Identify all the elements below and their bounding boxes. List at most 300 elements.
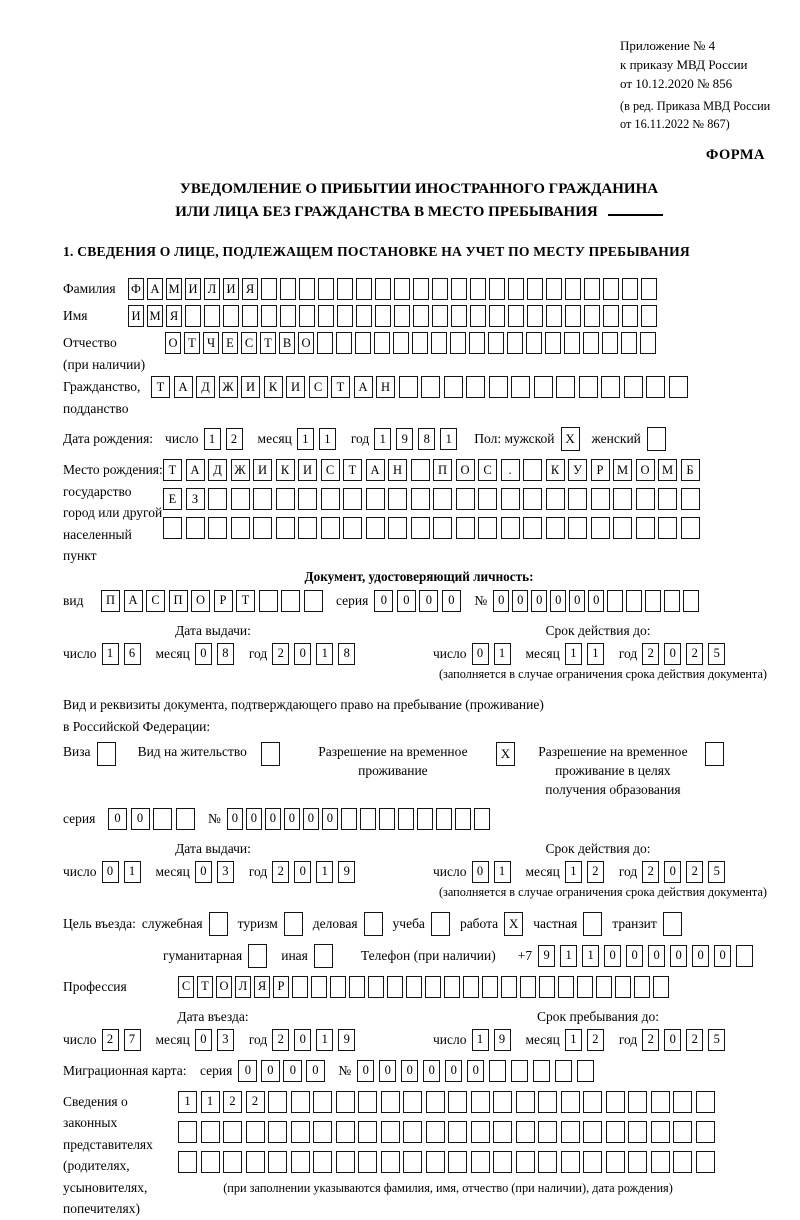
char-cell[interactable] (318, 305, 334, 327)
char-cell[interactable] (624, 376, 643, 398)
checkbox-business[interactable] (364, 912, 383, 936)
char-cell[interactable] (368, 976, 384, 998)
char-cell[interactable] (603, 305, 619, 327)
char-cell[interactable] (388, 517, 407, 539)
char-cell[interactable] (523, 459, 542, 481)
char-cell[interactable] (451, 278, 467, 300)
char-cell[interactable] (556, 376, 575, 398)
char-cell[interactable] (471, 1121, 490, 1143)
char-cell[interactable] (583, 1091, 602, 1113)
char-cell[interactable] (584, 305, 600, 327)
char-cell[interactable]: 0 (283, 1060, 302, 1082)
checkbox-humanitarian[interactable] (248, 944, 267, 968)
char-cell[interactable]: Б (681, 459, 700, 481)
char-cell[interactable] (388, 488, 407, 510)
char-cell[interactable]: 0 (374, 590, 393, 612)
char-cell[interactable] (658, 488, 677, 510)
char-cell[interactable]: 0 (322, 808, 338, 830)
char-cell[interactable]: 3 (217, 861, 234, 883)
char-cell[interactable]: И (241, 376, 260, 398)
char-cell[interactable] (577, 976, 593, 998)
char-cell[interactable] (176, 808, 195, 830)
char-cell[interactable] (223, 305, 239, 327)
char-cell[interactable] (411, 517, 430, 539)
char-cell[interactable] (356, 278, 372, 300)
char-cell[interactable] (281, 590, 300, 612)
char-cell[interactable] (696, 1121, 715, 1143)
char-cell[interactable]: Т (197, 976, 213, 998)
char-cell[interactable]: Я (242, 278, 258, 300)
char-cell[interactable]: Ж (231, 459, 250, 481)
char-cell[interactable] (546, 488, 565, 510)
char-cell[interactable] (208, 517, 227, 539)
char-cell[interactable] (268, 1121, 287, 1143)
char-cell[interactable]: П (101, 590, 120, 612)
char-cell[interactable] (596, 976, 612, 998)
char-cell[interactable] (450, 332, 466, 354)
char-cell[interactable] (436, 808, 452, 830)
char-cell[interactable] (577, 1060, 594, 1082)
char-cell[interactable] (613, 488, 632, 510)
char-cell[interactable] (444, 376, 463, 398)
char-cell[interactable]: 0 (306, 1060, 325, 1082)
char-cell[interactable]: 0 (294, 1029, 311, 1051)
char-cell[interactable] (526, 332, 542, 354)
char-cell[interactable] (431, 332, 447, 354)
char-cell[interactable]: 0 (397, 590, 416, 612)
char-cell[interactable]: 1 (316, 861, 333, 883)
char-cell[interactable] (375, 305, 391, 327)
char-cell[interactable] (561, 1121, 580, 1143)
char-cell[interactable]: 0 (195, 1029, 212, 1051)
char-cell[interactable]: 1 (565, 1029, 582, 1051)
char-cell[interactable]: А (186, 459, 205, 481)
char-cell[interactable]: 0 (664, 1029, 681, 1051)
char-cell[interactable] (185, 305, 201, 327)
char-cell[interactable] (448, 1091, 467, 1113)
char-cell[interactable] (561, 1091, 580, 1113)
char-cell[interactable] (558, 976, 574, 998)
char-cell[interactable]: С (178, 976, 194, 998)
char-cell[interactable] (321, 517, 340, 539)
char-cell[interactable]: И (253, 459, 272, 481)
char-cell[interactable] (641, 278, 657, 300)
char-cell[interactable] (636, 517, 655, 539)
char-cell[interactable]: 1 (494, 861, 511, 883)
char-cell[interactable] (355, 332, 371, 354)
char-cell[interactable] (478, 517, 497, 539)
char-cell[interactable] (463, 976, 479, 998)
char-cell[interactable] (448, 1121, 467, 1143)
char-cell[interactable]: 2 (587, 1029, 604, 1051)
char-cell[interactable] (403, 1121, 422, 1143)
char-cell[interactable] (474, 808, 490, 830)
char-cell[interactable] (259, 590, 278, 612)
char-cell[interactable] (628, 1121, 647, 1143)
char-cell[interactable] (413, 278, 429, 300)
char-cell[interactable] (433, 488, 452, 510)
checkbox-official[interactable] (209, 912, 228, 936)
char-cell[interactable]: 0 (531, 590, 547, 612)
char-cell[interactable]: 0 (284, 808, 300, 830)
char-cell[interactable] (568, 517, 587, 539)
char-cell[interactable]: З (186, 488, 205, 510)
char-cell[interactable]: С (478, 459, 497, 481)
char-cell[interactable] (508, 278, 524, 300)
char-cell[interactable] (349, 976, 365, 998)
char-cell[interactable] (336, 1121, 355, 1143)
char-cell[interactable] (336, 1151, 355, 1173)
char-cell[interactable] (565, 305, 581, 327)
char-cell[interactable]: М (147, 305, 163, 327)
char-cell[interactable] (291, 1151, 310, 1173)
char-cell[interactable] (615, 976, 631, 998)
char-cell[interactable] (546, 517, 565, 539)
char-cell[interactable]: 1 (494, 643, 511, 665)
char-cell[interactable]: А (124, 590, 143, 612)
checkbox-transit[interactable] (663, 912, 682, 936)
char-cell[interactable] (534, 376, 553, 398)
checkbox-other[interactable] (314, 944, 333, 968)
char-cell[interactable]: 2 (226, 428, 243, 450)
char-cell[interactable] (607, 590, 623, 612)
char-cell[interactable]: С (241, 332, 257, 354)
char-cell[interactable] (337, 305, 353, 327)
char-cell[interactable]: 1 (102, 643, 119, 665)
char-cell[interactable]: 0 (648, 945, 665, 967)
char-cell[interactable] (223, 1121, 242, 1143)
char-cell[interactable] (527, 278, 543, 300)
char-cell[interactable]: 0 (467, 1060, 484, 1082)
char-cell[interactable]: 0 (493, 590, 509, 612)
checkbox-tourism[interactable] (284, 912, 303, 936)
char-cell[interactable] (426, 1151, 445, 1173)
char-cell[interactable]: 0 (423, 1060, 440, 1082)
char-cell[interactable]: Т (343, 459, 362, 481)
char-cell[interactable] (399, 376, 418, 398)
char-cell[interactable]: 0 (303, 808, 319, 830)
char-cell[interactable] (381, 1121, 400, 1143)
char-cell[interactable] (493, 1151, 512, 1173)
char-cell[interactable] (658, 517, 677, 539)
char-cell[interactable] (606, 1151, 625, 1173)
char-cell[interactable] (358, 1151, 377, 1173)
char-cell[interactable] (253, 488, 272, 510)
char-cell[interactable] (601, 376, 620, 398)
char-cell[interactable]: Д (208, 459, 227, 481)
char-cell[interactable] (246, 1121, 265, 1143)
char-cell[interactable]: О (298, 332, 314, 354)
char-cell[interactable] (412, 332, 428, 354)
char-cell[interactable] (448, 1151, 467, 1173)
char-cell[interactable] (511, 1060, 528, 1082)
char-cell[interactable] (622, 278, 638, 300)
char-cell[interactable]: 9 (396, 428, 413, 450)
char-cell[interactable] (394, 278, 410, 300)
char-cell[interactable] (546, 278, 562, 300)
char-cell[interactable] (603, 278, 619, 300)
char-cell[interactable]: 1 (204, 428, 221, 450)
char-cell[interactable]: 0 (714, 945, 731, 967)
char-cell[interactable] (360, 808, 376, 830)
char-cell[interactable]: 2 (686, 1029, 703, 1051)
char-cell[interactable]: 9 (338, 1029, 355, 1051)
char-cell[interactable]: У (568, 459, 587, 481)
char-cell[interactable]: М (166, 278, 182, 300)
char-cell[interactable] (261, 305, 277, 327)
char-cell[interactable]: В (279, 332, 295, 354)
char-cell[interactable] (253, 517, 272, 539)
char-cell[interactable] (478, 488, 497, 510)
char-cell[interactable]: 1 (582, 945, 599, 967)
checkbox-private[interactable] (583, 912, 602, 936)
char-cell[interactable] (583, 1151, 602, 1173)
char-cell[interactable] (493, 1121, 512, 1143)
char-cell[interactable]: Я (254, 976, 270, 998)
char-cell[interactable]: 0 (379, 1060, 396, 1082)
char-cell[interactable] (261, 278, 277, 300)
char-cell[interactable]: 2 (246, 1091, 265, 1113)
char-cell[interactable]: 1 (565, 861, 582, 883)
char-cell[interactable]: О (636, 459, 655, 481)
char-cell[interactable] (321, 488, 340, 510)
char-cell[interactable]: 0 (195, 643, 212, 665)
char-cell[interactable]: 2 (272, 643, 289, 665)
char-cell[interactable]: 2 (587, 861, 604, 883)
char-cell[interactable] (425, 976, 441, 998)
char-cell[interactable]: 0 (238, 1060, 257, 1082)
char-cell[interactable]: 2 (272, 1029, 289, 1051)
char-cell[interactable] (636, 488, 655, 510)
char-cell[interactable]: 0 (195, 861, 212, 883)
char-cell[interactable] (393, 332, 409, 354)
char-cell[interactable]: 0 (265, 808, 281, 830)
char-cell[interactable] (276, 517, 295, 539)
char-cell[interactable] (681, 488, 700, 510)
char-cell[interactable] (696, 1151, 715, 1173)
char-cell[interactable] (432, 278, 448, 300)
char-cell[interactable]: 0 (401, 1060, 418, 1082)
char-cell[interactable]: Т (184, 332, 200, 354)
char-cell[interactable] (204, 305, 220, 327)
char-cell[interactable] (622, 305, 638, 327)
char-cell[interactable] (470, 278, 486, 300)
char-cell[interactable] (208, 488, 227, 510)
char-cell[interactable] (163, 517, 182, 539)
char-cell[interactable] (268, 1151, 287, 1173)
char-cell[interactable]: 5 (708, 861, 725, 883)
char-cell[interactable]: И (185, 278, 201, 300)
char-cell[interactable] (606, 1121, 625, 1143)
char-cell[interactable] (231, 517, 250, 539)
char-cell[interactable]: 2 (642, 643, 659, 665)
char-cell[interactable] (398, 808, 414, 830)
char-cell[interactable] (489, 278, 505, 300)
char-cell[interactable] (411, 459, 430, 481)
char-cell[interactable] (201, 1151, 220, 1173)
char-cell[interactable]: М (658, 459, 677, 481)
char-cell[interactable] (606, 1091, 625, 1113)
char-cell[interactable] (527, 305, 543, 327)
char-cell[interactable]: 8 (338, 643, 355, 665)
char-cell[interactable] (433, 517, 452, 539)
char-cell[interactable] (456, 488, 475, 510)
char-cell[interactable]: 8 (418, 428, 435, 450)
char-cell[interactable] (451, 305, 467, 327)
char-cell[interactable]: 7 (124, 1029, 141, 1051)
char-cell[interactable] (533, 1060, 550, 1082)
char-cell[interactable] (469, 332, 485, 354)
char-cell[interactable]: Ж (219, 376, 238, 398)
char-cell[interactable]: 0 (357, 1060, 374, 1082)
char-cell[interactable]: Е (222, 332, 238, 354)
char-cell[interactable] (456, 517, 475, 539)
char-cell[interactable] (673, 1091, 692, 1113)
char-cell[interactable]: 0 (294, 861, 311, 883)
char-cell[interactable]: 0 (472, 861, 489, 883)
char-cell[interactable]: 1 (124, 861, 141, 883)
char-cell[interactable] (153, 808, 172, 830)
char-cell[interactable] (696, 1091, 715, 1113)
char-cell[interactable] (538, 1121, 557, 1143)
char-cell[interactable] (298, 517, 317, 539)
checkbox-work[interactable]: X (504, 912, 523, 936)
char-cell[interactable] (374, 332, 390, 354)
char-cell[interactable]: А (354, 376, 373, 398)
char-cell[interactable] (311, 976, 327, 998)
char-cell[interactable] (673, 1121, 692, 1143)
char-cell[interactable]: С (146, 590, 165, 612)
char-cell[interactable]: 1 (440, 428, 457, 450)
char-cell[interactable]: 0 (442, 590, 461, 612)
char-cell[interactable] (523, 517, 542, 539)
char-cell[interactable] (501, 517, 520, 539)
char-cell[interactable]: 1 (201, 1091, 220, 1113)
char-cell[interactable]: 1 (316, 643, 333, 665)
char-cell[interactable]: 0 (227, 808, 243, 830)
char-cell[interactable] (538, 1091, 557, 1113)
char-cell[interactable] (341, 808, 357, 830)
char-cell[interactable] (516, 1091, 535, 1113)
char-cell[interactable] (561, 1151, 580, 1173)
char-cell[interactable] (432, 305, 448, 327)
char-cell[interactable] (651, 1151, 670, 1173)
char-cell[interactable] (584, 278, 600, 300)
char-cell[interactable] (565, 278, 581, 300)
char-cell[interactable]: 9 (494, 1029, 511, 1051)
char-cell[interactable] (426, 1121, 445, 1143)
char-cell[interactable]: 2 (686, 861, 703, 883)
char-cell[interactable]: 0 (692, 945, 709, 967)
char-cell[interactable] (489, 376, 508, 398)
char-cell[interactable]: 5 (708, 643, 725, 665)
char-cell[interactable] (664, 590, 680, 612)
char-cell[interactable] (403, 1091, 422, 1113)
char-cell[interactable]: Н (388, 459, 407, 481)
char-cell[interactable] (645, 590, 661, 612)
char-cell[interactable] (358, 1121, 377, 1143)
char-cell[interactable]: 2 (223, 1091, 242, 1113)
char-cell[interactable]: И (223, 278, 239, 300)
char-cell[interactable]: 0 (588, 590, 604, 612)
char-cell[interactable]: 5 (708, 1029, 725, 1051)
char-cell[interactable] (681, 517, 700, 539)
char-cell[interactable] (366, 517, 385, 539)
char-cell[interactable]: П (169, 590, 188, 612)
char-cell[interactable] (268, 1091, 287, 1113)
char-cell[interactable] (653, 976, 669, 998)
char-cell[interactable] (489, 305, 505, 327)
char-cell[interactable] (583, 1121, 602, 1143)
char-cell[interactable]: 0 (626, 945, 643, 967)
char-cell[interactable]: Ч (203, 332, 219, 354)
char-cell[interactable] (568, 488, 587, 510)
char-cell[interactable]: Т (260, 332, 276, 354)
char-cell[interactable]: 1 (565, 643, 582, 665)
char-cell[interactable] (501, 488, 520, 510)
char-cell[interactable]: 1 (316, 1029, 333, 1051)
char-cell[interactable] (523, 488, 542, 510)
checkbox-female[interactable] (647, 427, 666, 451)
char-cell[interactable]: Р (591, 459, 610, 481)
char-cell[interactable] (579, 376, 598, 398)
char-cell[interactable] (343, 488, 362, 510)
char-cell[interactable] (455, 808, 471, 830)
char-cell[interactable]: 0 (670, 945, 687, 967)
char-cell[interactable]: 0 (102, 861, 119, 883)
char-cell[interactable]: 0 (569, 590, 585, 612)
char-cell[interactable] (178, 1121, 197, 1143)
char-cell[interactable]: А (174, 376, 193, 398)
char-cell[interactable] (520, 976, 536, 998)
char-cell[interactable] (330, 976, 346, 998)
char-cell[interactable] (651, 1091, 670, 1113)
char-cell[interactable] (602, 332, 618, 354)
char-cell[interactable]: О (216, 976, 232, 998)
char-cell[interactable]: 1 (560, 945, 577, 967)
char-cell[interactable] (641, 305, 657, 327)
char-cell[interactable] (634, 976, 650, 998)
char-cell[interactable]: 2 (102, 1029, 119, 1051)
char-cell[interactable] (276, 488, 295, 510)
checkbox-visa[interactable] (97, 742, 116, 766)
char-cell[interactable] (304, 590, 323, 612)
char-cell[interactable] (337, 278, 353, 300)
char-cell[interactable]: К (546, 459, 565, 481)
char-cell[interactable]: 0 (604, 945, 621, 967)
char-cell[interactable]: 0 (246, 808, 262, 830)
char-cell[interactable] (511, 376, 530, 398)
char-cell[interactable] (545, 332, 561, 354)
char-cell[interactable]: Я (166, 305, 182, 327)
char-cell[interactable] (482, 976, 498, 998)
char-cell[interactable]: Т (163, 459, 182, 481)
char-cell[interactable]: 0 (131, 808, 150, 830)
char-cell[interactable] (669, 376, 688, 398)
char-cell[interactable]: А (366, 459, 385, 481)
checkbox-temp-residence[interactable]: X (496, 742, 515, 766)
char-cell[interactable] (313, 1151, 332, 1173)
char-cell[interactable]: 8 (217, 643, 234, 665)
char-cell[interactable] (736, 945, 753, 967)
char-cell[interactable]: О (191, 590, 210, 612)
char-cell[interactable] (223, 1151, 242, 1173)
char-cell[interactable] (621, 332, 637, 354)
char-cell[interactable] (626, 590, 642, 612)
char-cell[interactable]: Л (204, 278, 220, 300)
char-cell[interactable]: 9 (538, 945, 555, 967)
char-cell[interactable]: Р (273, 976, 289, 998)
